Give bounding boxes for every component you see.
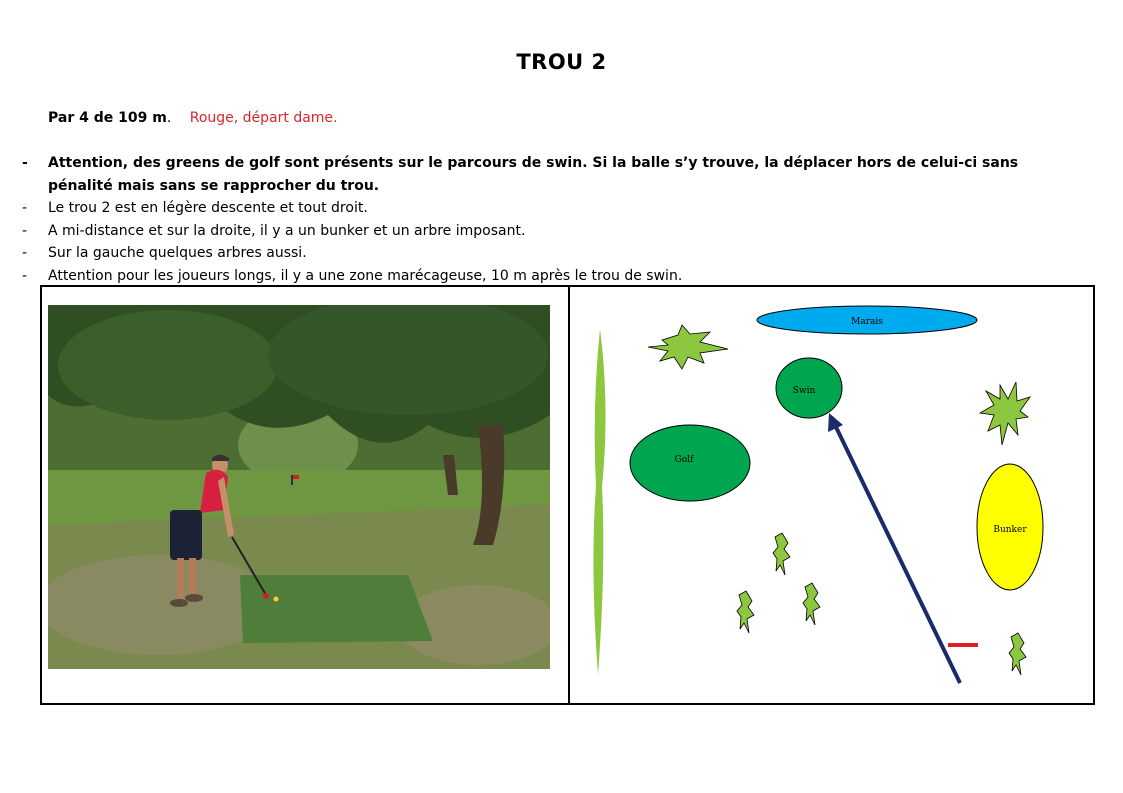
tree-icon xyxy=(648,325,728,369)
note-text: Attention pour les joueurs longs, il y a une zone marécageuse, 10 m après le trou de swin. xyxy=(48,267,683,284)
shot-arrow xyxy=(835,425,960,683)
note-text: Le trou 2 est en légère descente et tout droit. xyxy=(48,200,368,216)
tree-icon xyxy=(773,533,790,575)
note-item xyxy=(22,242,1032,265)
tree-icon xyxy=(1009,633,1026,675)
note-text: Sur la gauche quelques arbres aussi. xyxy=(48,245,307,261)
bunker-label: Bunker xyxy=(993,525,1027,535)
bullet-dash: - xyxy=(22,245,28,261)
notes-list xyxy=(22,152,1032,287)
hole-panel xyxy=(40,285,1095,705)
tree-icon xyxy=(737,591,754,633)
par-period: . xyxy=(166,110,172,126)
note-item xyxy=(22,220,1032,243)
bullet-dash: - xyxy=(22,222,28,239)
tree-icon xyxy=(980,382,1030,445)
rough-strip xyxy=(593,329,605,675)
bullet-dash: - xyxy=(22,200,28,216)
note-text: Attention, des greens de golf sont présents sur le parcours de swin. Si la balle s’y trouve, la déplacer hors de celui-ci sans pénalité mais sans se rapprocher du trou. xyxy=(48,155,1019,194)
note-text: A mi-distance et sur la droite, il y a un bunker et un arbre imposant. xyxy=(48,222,526,239)
par-info: Par 4 de 109 m xyxy=(48,110,167,126)
tee-info: Rouge, départ dame. xyxy=(189,110,338,126)
golf-label: Golf xyxy=(674,455,694,465)
par-line xyxy=(48,110,337,126)
marsh-label: Marais xyxy=(851,317,883,327)
golfer-teeing-off-photo xyxy=(48,305,550,669)
note-item xyxy=(22,197,1032,220)
page-title: TROU 2 xyxy=(516,50,607,74)
note-item xyxy=(22,265,1032,288)
hole-map xyxy=(570,287,1093,703)
bullet-dash: - xyxy=(22,155,28,171)
note-item xyxy=(22,152,1032,197)
swin-label: Swin xyxy=(792,386,816,396)
tree-icon xyxy=(803,583,820,625)
bullet-dash: - xyxy=(22,267,28,284)
red-tee-marker xyxy=(948,643,978,647)
